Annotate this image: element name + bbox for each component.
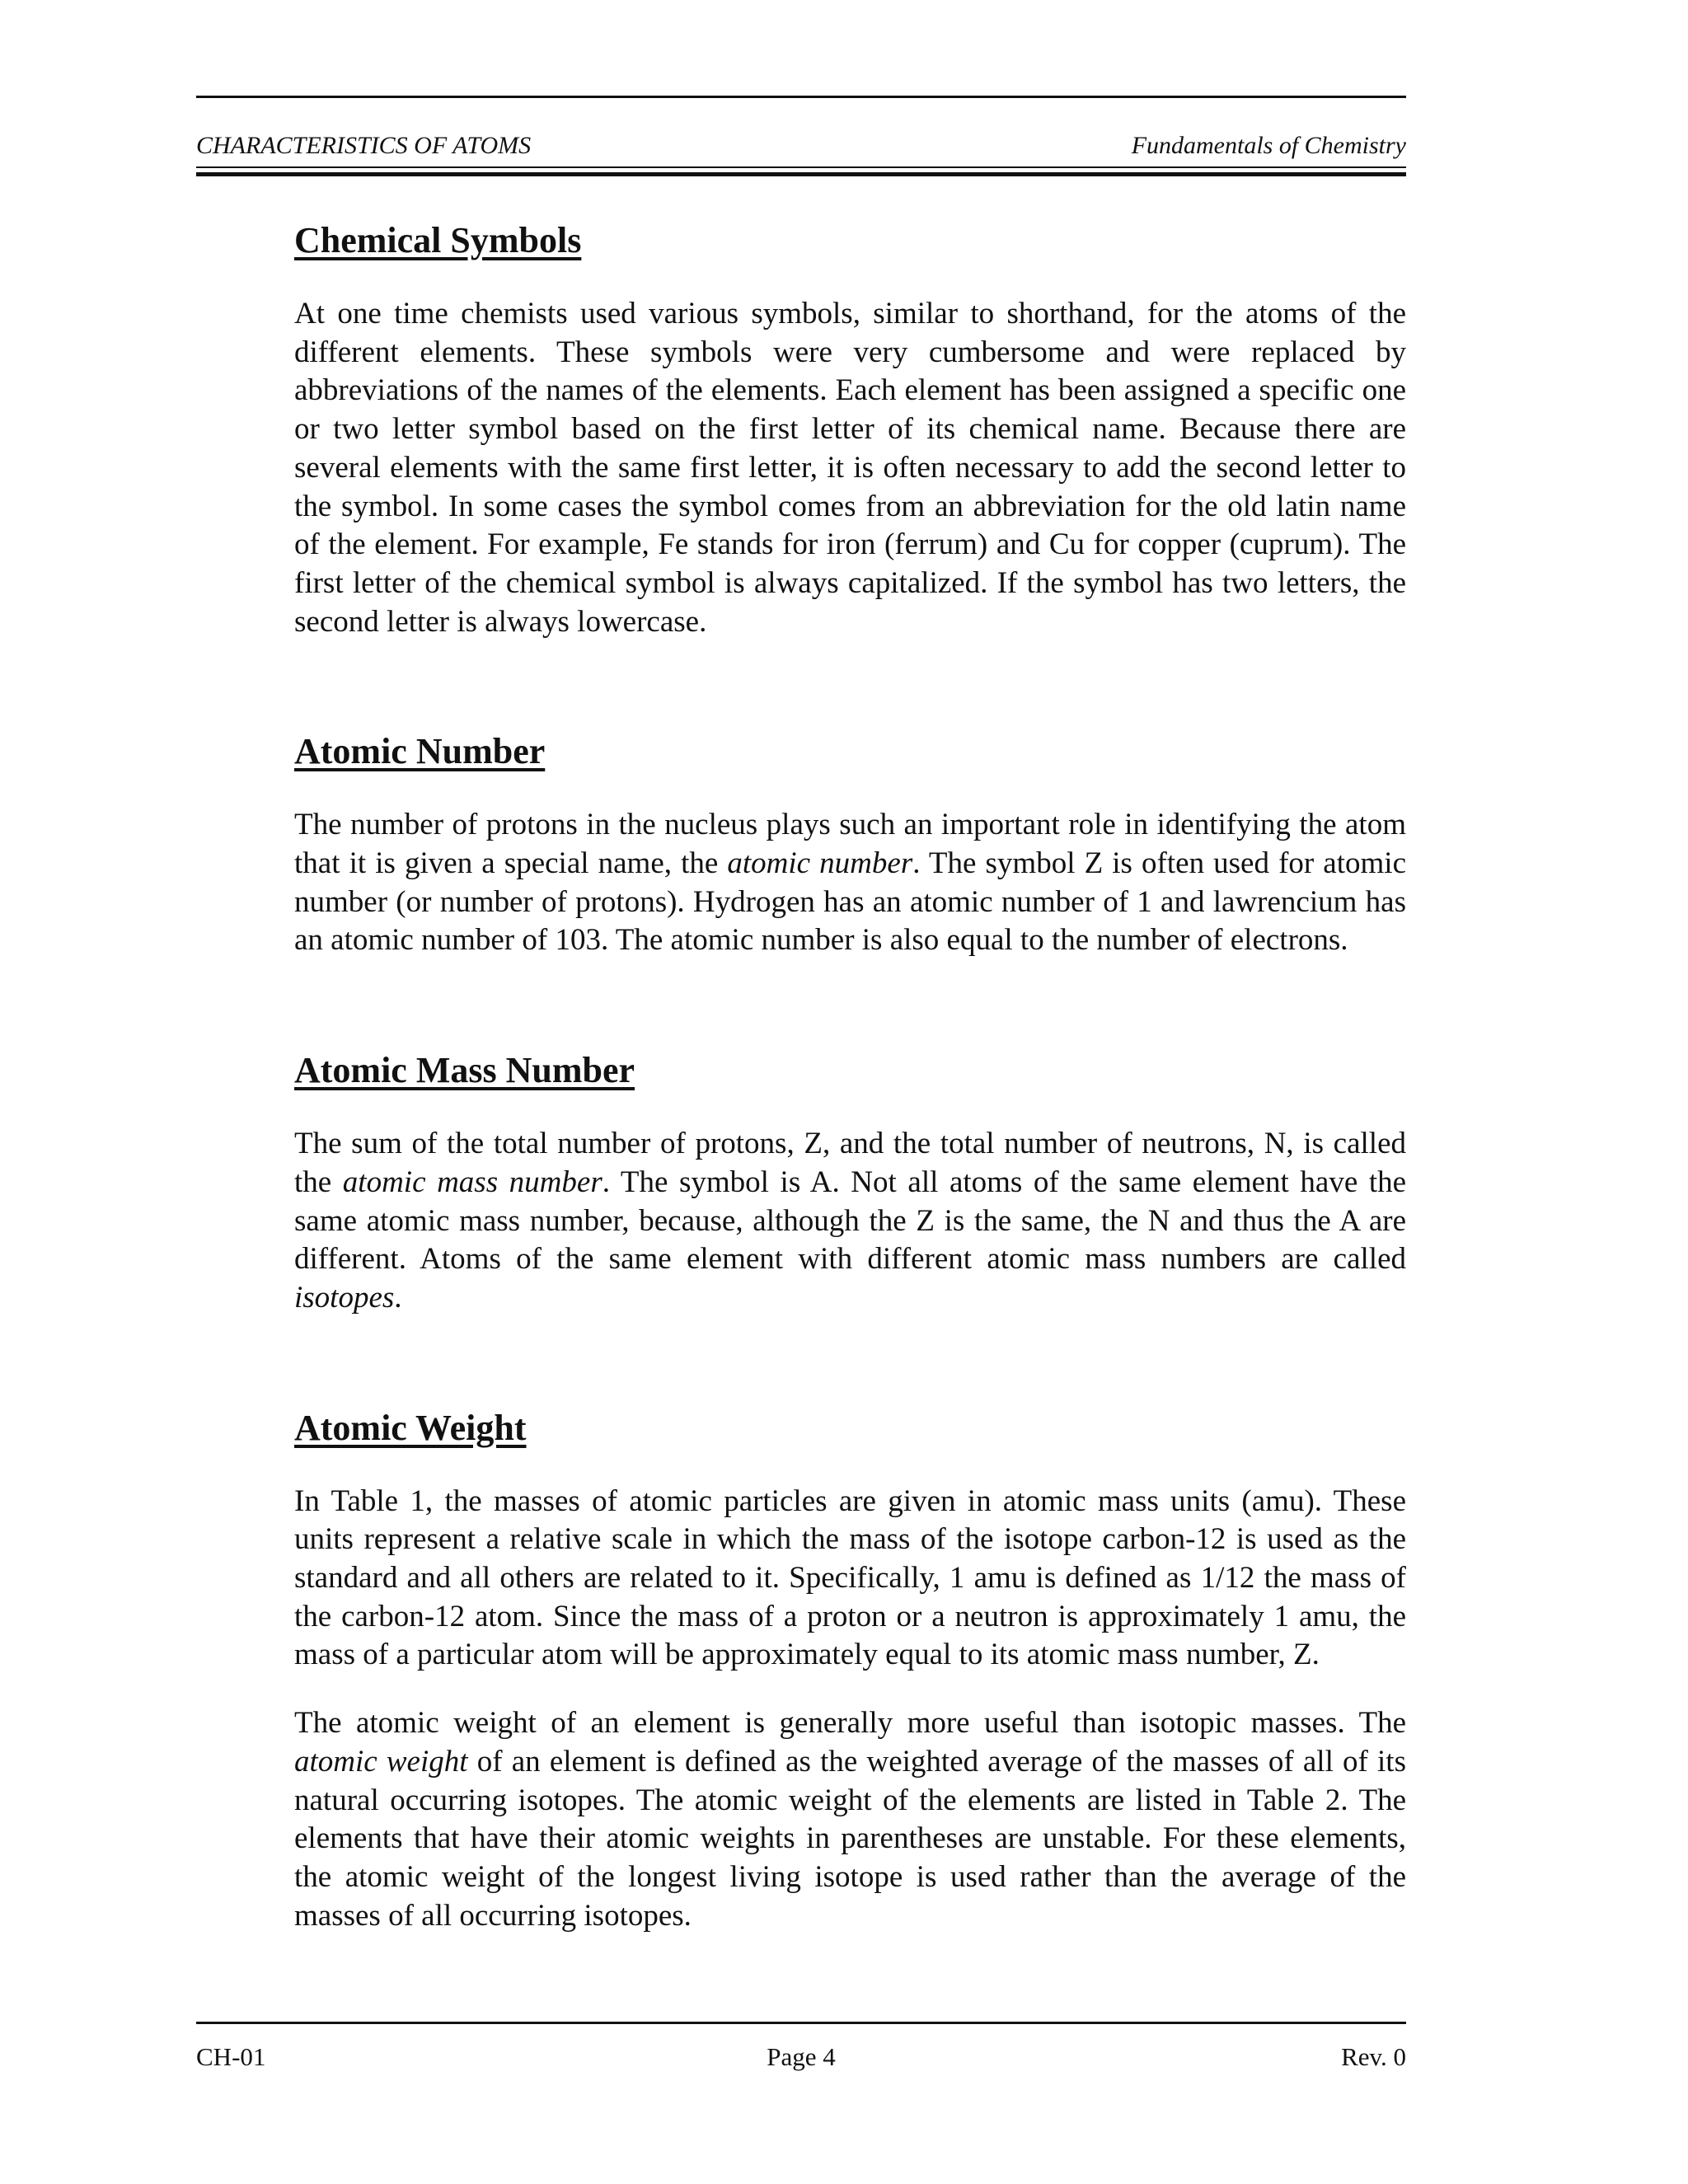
- section-title-atomic-weight: Atomic Weight: [294, 1407, 527, 1448]
- header-bottom-rule-thin: [196, 166, 1406, 168]
- footer-rule: [196, 2022, 1406, 2024]
- paragraph-atomic-weight-1: In Table 1, the masses of atomic particles are given in atomic mass units (amu). These units represent a relative scale in which the mass of the isotope carbon-12 is used as the standard and all others are related to it. Specifically, 1 amu is defined as 1/12 the mass of the carbon-12 atom. Since the mass of a proton or a neutron is approximately 1 amu, the mass of a particular atom will be approximately equal to its atomic mass number, Z.: [294, 1483, 1406, 1672]
- section-title-atomic-mass-number: Atomic Mass Number: [294, 1050, 635, 1091]
- emphasis-term: atomic number: [727, 846, 913, 881]
- running-footer: [196, 2042, 1406, 2075]
- text-run: . The symbol Z is often used for atomic number (or number of protons). Hydrogen has an atomic number of 1 and lawrencium has an atomic number of 103. The atomic number is also equal to the number of electrons.: [294, 846, 1406, 958]
- header-top-rule: [196, 96, 1406, 98]
- text-run: The number of protons in the nucleus plays such an important role in identifying the atom that it is given a special name, the: [294, 808, 1406, 881]
- section-title-chemical-symbols: Chemical Symbols: [294, 220, 582, 260]
- paragraph-atomic-number: [294, 806, 1406, 960]
- footer-revision: Rev. 0: [1341, 2042, 1406, 2071]
- emphasis-term: atomic mass number: [342, 1165, 603, 1199]
- header-chapter-title: CHARACTERISTICS OF ATOMS: [196, 132, 532, 159]
- text-run: The atomic weight of an element is generally more useful than isotopic masses. The: [294, 1706, 1406, 1741]
- paragraph-chemical-symbols: At one time chemists used various symbols, similar to shorthand, for the atoms of the different elements. These symbols were very cumbersome and were replaced by abbreviations of the names of the elements. Each element has been assigned a specific one or two letter symbol based on the first letter of its chemical name. Because there are several elements with the same first letter, it is often necessary to add the second letter to the symbol. In some cases the symbol comes from an abbreviation for the old latin name of the element. For example, Fe stands for iron (ferrum) and Cu for copper (cuprum). The first letter of the chemical symbol is always capitalized. If the symbol has two letters, the second letter is always lowercase.: [294, 297, 1406, 639]
- text-run: . The symbol is A. Not all atoms of the same element have the same atomic mass number, because, although the Z is the same, the N and thus the A are different. Atoms of the same element with different atomic mass numbers are called: [294, 1165, 1407, 1277]
- emphasis-term: isotopes: [294, 1280, 395, 1315]
- text-run: .: [394, 1280, 402, 1315]
- emphasis-term: atomic weight: [294, 1744, 468, 1779]
- text-run: of an element is defined as the weighted average of the masses of all of its natural occurring isotopes. The atomic weight of the elements are listed in Table 2. The elements that have their atomic weights in parentheses are unstable. For these elements, the atomic weight of the longest living isotope is used rather than the average of the masses of all occurring isotopes.: [294, 1744, 1406, 1933]
- header-bottom-rule-thick: [196, 172, 1406, 176]
- footer-module-code: CH-01: [196, 2042, 266, 2071]
- text-run: The sum of the total number of protons, Z, and the total number of neutrons, N, is called the: [294, 1127, 1406, 1199]
- page-content: [294, 216, 1406, 1935]
- paragraph-atomic-weight-2: [294, 1704, 1406, 1935]
- header-book-title: Fundamentals of Chemistry: [1131, 132, 1406, 159]
- paragraph-atomic-mass-number: [294, 1125, 1406, 1318]
- running-header: [196, 132, 1406, 165]
- section-title-atomic-number: Atomic Number: [294, 731, 546, 772]
- footer-page-number: Page 4: [767, 2042, 836, 2071]
